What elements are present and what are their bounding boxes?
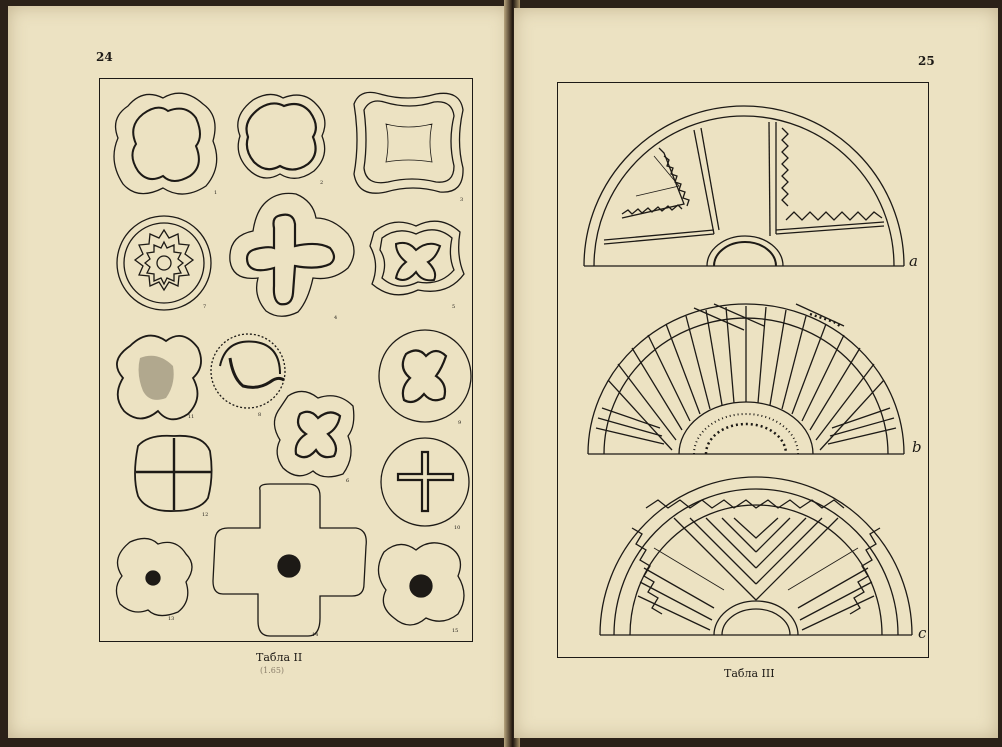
fig-3-outer <box>354 92 463 193</box>
bowl-c <box>600 477 912 635</box>
fig-1-inner <box>132 108 200 181</box>
caption-plate-ii: Табла II <box>256 651 303 664</box>
page-number-left: 24 <box>96 50 113 64</box>
fig-7-star-inner <box>145 242 183 284</box>
bowl-letter-c: c <box>918 624 927 642</box>
fig-label-12: 12 <box>202 512 209 518</box>
bowl-a <box>584 106 904 266</box>
fig-14-boss <box>278 555 300 577</box>
fig-label-15: 15 <box>452 628 459 634</box>
bowl-letter-a: a <box>909 252 918 270</box>
fig-9-outer <box>379 330 471 422</box>
fig-label-1: 1 <box>214 190 218 196</box>
page-number-right: 25 <box>918 54 935 68</box>
plate-ii-figures <box>8 6 510 738</box>
plate-iii-figures <box>514 8 998 738</box>
fig-4-cross <box>247 215 334 305</box>
fig-label-13: 13 <box>168 616 175 622</box>
fig-label-3: 3 <box>460 197 464 203</box>
fig-10-cross <box>398 452 453 511</box>
fig-7-center <box>157 256 171 270</box>
bowl-letter-b: b <box>912 438 922 456</box>
left-page <box>8 6 510 738</box>
caption-plate-ii-sub: (1.65) <box>260 666 285 675</box>
fig-3-inner <box>364 101 454 183</box>
fig-8-outer <box>211 334 285 408</box>
fig-6-cross <box>296 412 340 457</box>
fig-label-10: 10 <box>454 525 461 531</box>
fig-11-shade <box>139 356 174 400</box>
fig-5-cross <box>396 243 440 280</box>
fig-13-boss <box>146 571 160 585</box>
fig-6-outer <box>274 391 353 476</box>
fig-8-snake <box>230 358 284 387</box>
caption-plate-iii: Табла III <box>724 667 775 680</box>
fig-label-9: 9 <box>458 420 462 426</box>
fig-label-6: 6 <box>346 478 350 484</box>
fig-label-5: 5 <box>452 304 456 310</box>
bowl-b <box>588 304 904 454</box>
fig-5-mid <box>380 230 454 286</box>
fig-label-7: 7 <box>203 304 207 310</box>
fig-15-boss <box>410 575 432 597</box>
fig-label-14: 14 <box>312 632 319 638</box>
fig-8-arc <box>220 342 280 375</box>
fig-3-innermost <box>386 124 432 162</box>
fig-9-cross <box>403 350 446 402</box>
fig-label-8: 8 <box>258 412 262 418</box>
fig-2-inner <box>247 103 316 169</box>
fig-label-2: 2 <box>320 180 324 186</box>
fig-label-11: 11 <box>188 414 195 420</box>
fig-7-star-outer <box>135 230 193 290</box>
fig-label-4: 4 <box>334 315 338 321</box>
right-page <box>514 8 998 738</box>
